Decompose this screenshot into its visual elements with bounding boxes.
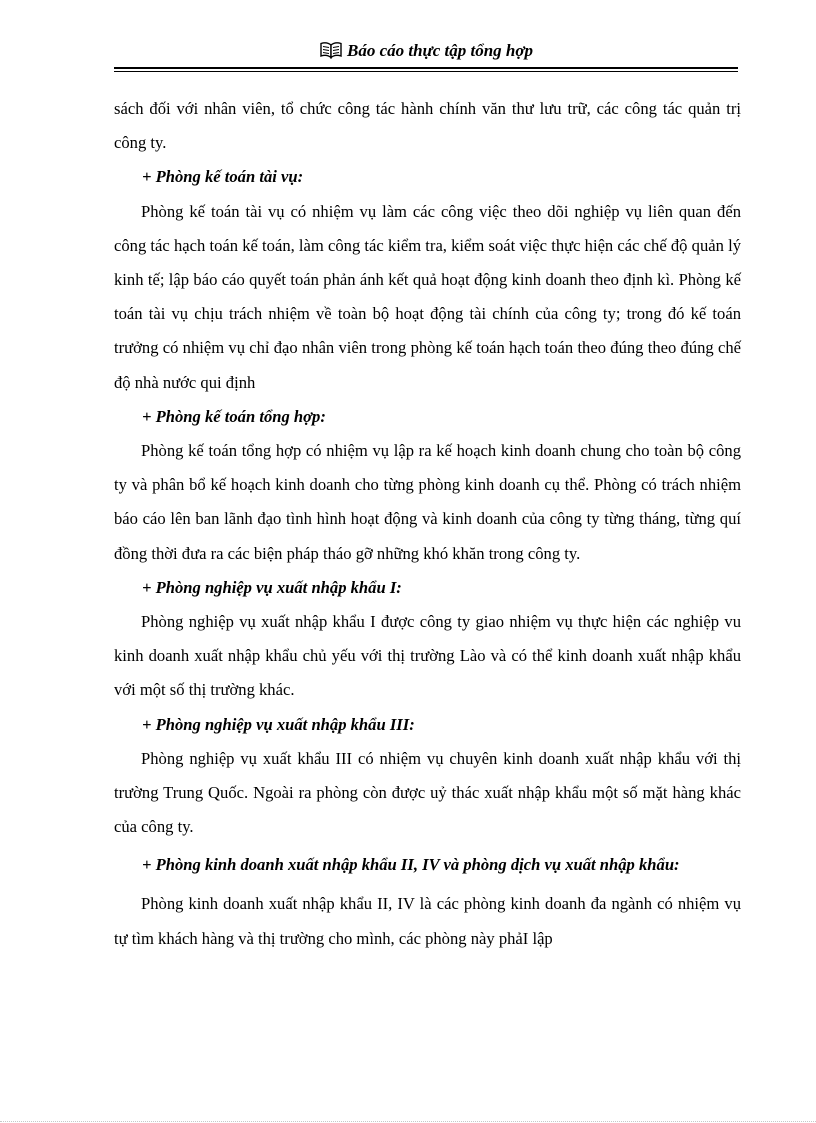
paragraph-import-export-3: Phòng nghiệp vụ xuất khẩu III có nhiệm vụ chuyên kinh doanh xuất nhập khẩu với thị trường Trung Quốc. Ngoài ra phòng còn được uỷ thác xuất nhập khẩu một số mặt hàng khác của công ty. [114, 748, 741, 837]
page-header [114, 40, 738, 65]
section-heading-import-export-1: + Phòng nghiệp vụ xuất nhập khẩu I: [142, 577, 402, 597]
open-book-icon [319, 41, 343, 65]
document-body [114, 92, 741, 956]
paragraph-continuation: sách đối với nhân viên, tổ chức công tác hành chính văn thư lưu trữ, các công tác quản trị công ty. [114, 99, 741, 153]
header-title: Báo cáo thực tập tổng hợp [346, 41, 534, 60]
section-heading-business-2-4-services: + Phòng kinh doanh xuất nhập khẩu II, IV và phòng dịch vụ xuất nhập khẩu: [142, 855, 680, 875]
section-heading-accounting-finance: + Phòng kế toán tài vụ: [142, 167, 304, 187]
page-bottom-border [0, 1121, 816, 1122]
header-rule-thin [114, 71, 738, 72]
paragraph-import-export-1: Phòng nghiệp vụ xuất nhập khẩu I được công ty giao nhiệm vụ thực hiện các nghiệp vu kinh doanh xuất nhập khẩu chủ yếu với thị trường Lào và có thể kinh doanh xuất nhập khẩu với một số thị trường khác. [114, 612, 741, 700]
section-heading-general-accounting: + Phòng kế toán tổng hợp: [142, 406, 326, 426]
paragraph-general-accounting: Phòng kế toán tổng hợp có nhiệm vụ lập ra kế hoạch kinh doanh chung cho toàn bộ công ty và phân bổ kế hoạch kinh doanh cho từng phòng kinh doanh cụ thể. Phòng có trách nhiệm báo cáo lên ban lãnh đạo tình hình hoạt động và kinh doanh của công ty từng tháng, từng quí đồng thời đưa ra các biện pháp tháo gỡ những khó khăn trong công ty. [114, 441, 741, 563]
header-rule-thick [114, 67, 738, 69]
paragraph-business-2-4: Phòng kinh doanh xuất nhập khẩu II, IV là các phòng kinh doanh đa ngành có nhiệm vụ tự tìm khách hàng và thị trường cho mình, các phòng này phảI lập [114, 894, 741, 948]
paragraph-accounting-finance: Phòng kế toán tài vụ có nhiệm vụ làm các công việc theo dõi nghiệp vụ liên quan đến công tác hạch toán kế toán, làm công tác kiểm tra, kiểm soát việc thực hiện các chế độ quản lý kinh tế; lập báo cáo quyết toán phản ánh kết quả hoạt động kinh doanh theo định kì. Phòng kế toán tài vụ chịu trách nhiệm về toàn bộ hoạt động tài chính của công ty; trong đó kế toán trưởng có nhiệm vụ chỉ đạo nhân viên trong phòng kế toán hạch toán theo đúng theo đúng chế độ nhà nước qui định [114, 201, 741, 392]
section-heading-import-export-3: + Phòng nghiệp vụ xuất nhập khẩu III: [142, 714, 415, 734]
